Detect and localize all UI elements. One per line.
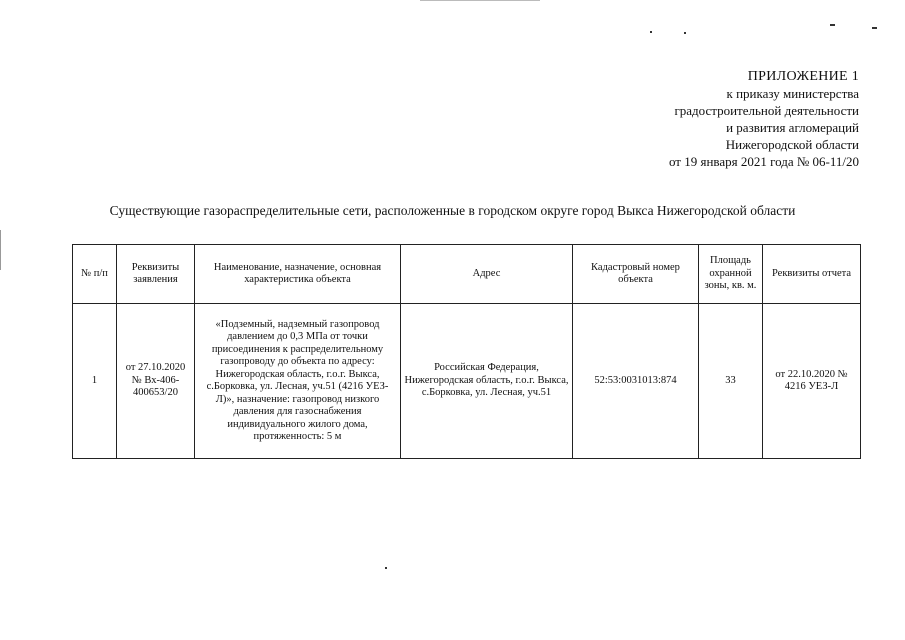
cell-zone-area: 33	[699, 304, 763, 459]
appendix-block	[669, 68, 859, 170]
scan-artifact	[650, 31, 652, 33]
cell-address: Российская Федерация, Нижегородская область, г.о.г. Выкса, с.Борковка, ул. Лесная, уч.51	[401, 304, 573, 459]
cell-number: 1	[73, 304, 117, 459]
header-cell-object-name: Наименование, назначение, основная характеристика объекта	[195, 245, 401, 304]
table-row	[73, 304, 861, 459]
cell-cadastral-number: 52:53:0031013:874	[573, 304, 699, 459]
appendix-heading: ПРИЛОЖЕНИЕ 1	[747, 69, 859, 84]
appendix-line: градостроительной деятельности	[674, 103, 859, 118]
scan-artifact	[385, 567, 387, 569]
header-cell-zone-area: Площадь охранной зоны, кв. м.	[699, 245, 763, 304]
scan-artifact	[0, 230, 1, 270]
document-title: Существующие газораспределительные сети, расположенные в городском округе город Выкса Нижегородской области	[109, 203, 796, 218]
appendix-line: и развития агломераций	[726, 120, 859, 135]
header-cell-number: № п/п	[73, 245, 117, 304]
appendix-line: к приказу министерства	[726, 86, 859, 101]
cell-report: от 22.10.2020 № 4216 УЕЗ-Л	[763, 304, 861, 459]
header-cell-cadastral-number: Кадастровый номер объекта	[573, 245, 699, 304]
cell-object-name: «Подземный, надземный газопровод давлением до 0,3 МПа от точки присоединения к распределительному газопроводу до объекта по адресу: Нижегородская область, г.о.г. Выкса, с.Борковка, ул. Лесная, уч.51 (4216 УЕЗ-Л)», назначение: газопровод низкого давления для газоснабжения индивидуального жилого дома, протяженность: 5 м	[195, 304, 401, 459]
header-cell-report: Реквизиты отчета	[763, 245, 861, 304]
appendix-line: Нижегородской области	[725, 137, 859, 152]
scan-artifact	[830, 24, 835, 26]
scan-artifact	[684, 32, 686, 34]
scan-artifact	[872, 27, 877, 29]
table-header-row	[73, 245, 861, 304]
header-cell-application: Реквизиты заявления	[117, 245, 195, 304]
header-cell-address: Адрес	[401, 245, 573, 304]
cell-application: от 27.10.2020 № Вх-406-400653/20	[117, 304, 195, 459]
appendix-line: от 19 января 2021 года № 06-11/20	[668, 154, 859, 169]
gas-network-table	[72, 244, 861, 459]
scan-artifact	[420, 0, 540, 1]
